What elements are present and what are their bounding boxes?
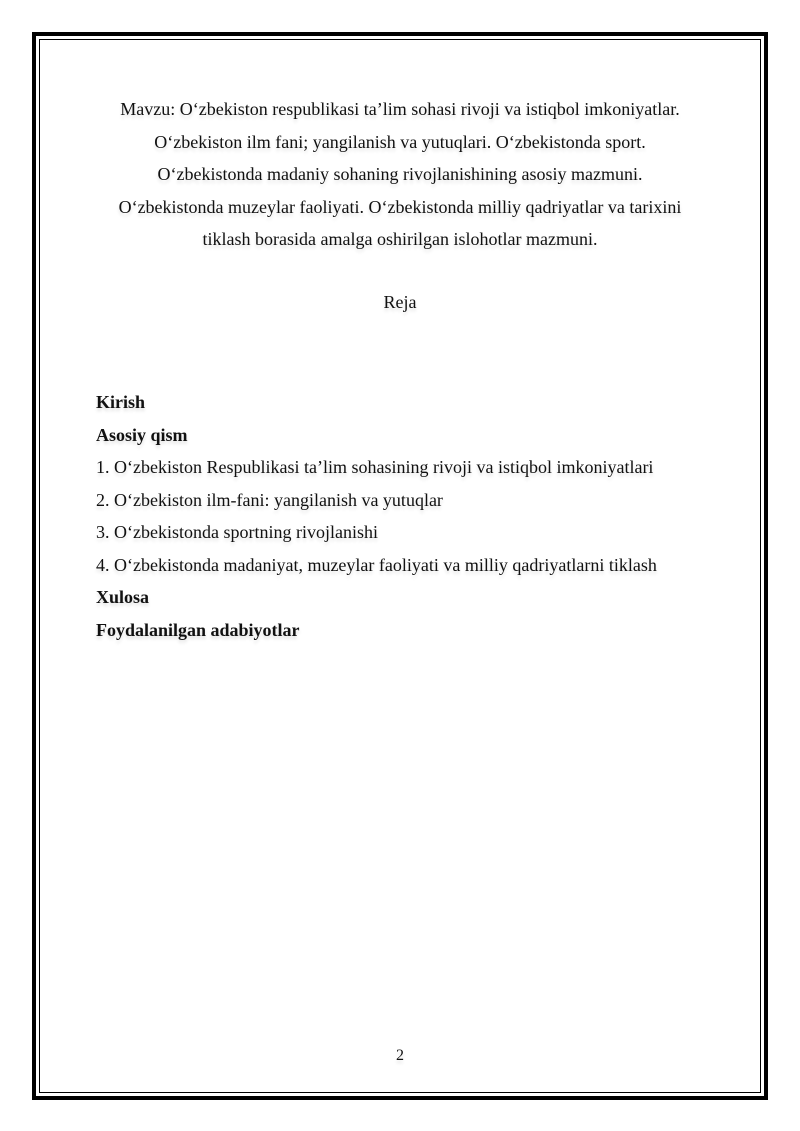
topic-paragraph bbox=[60, 93, 740, 256]
plan-list bbox=[96, 386, 756, 646]
page-number: 2 bbox=[396, 1047, 404, 1064]
plan-item-3: 3. O‘zbekistonda sportning rivojlanishi bbox=[96, 522, 378, 542]
plan-item-2: 2. O‘zbekiston ilm-fani: yangilanish va yutuqlar bbox=[96, 489, 443, 510]
plan-item-1: 1. O‘zbekiston Respublikasi ta’lim sohasining rivoji va istiqbol imkoniyatlari bbox=[96, 457, 654, 477]
plan-item-conclusion: Xulosa bbox=[96, 587, 150, 607]
plan-item-introduction: Kirish bbox=[96, 392, 146, 412]
topic-line: tiklash borasida amalga oshirilgan islohotlar mazmuni. bbox=[202, 229, 598, 249]
plan-title: Reja bbox=[383, 292, 417, 312]
plan-item-references: Foydalanilgan adabiyotlar bbox=[96, 619, 300, 640]
topic-line: O‘zbekistonda madaniy sohaning rivojlanishining asosiy mazmuni. bbox=[157, 164, 643, 184]
topic-line: O‘zbekiston ilm fani; yangilanish va yutuqlari. O‘zbekistonda sport. bbox=[154, 131, 646, 152]
topic-line: O‘zbekistonda muzeylar faoliyati. O‘zbekistonda milliy qadriyatlar va tarixini bbox=[118, 196, 682, 217]
plan-item-4: 4. O‘zbekistonda madaniyat, muzeylar faoliyati va milliy qadriyatlarni tiklash bbox=[96, 554, 657, 575]
topic-line: Mavzu: O‘zbekiston respublikasi ta’lim sohasi rivoji va istiqbol imkoniyatlar. bbox=[120, 99, 680, 119]
plan-item-main-part: Asosiy qism bbox=[96, 424, 188, 445]
